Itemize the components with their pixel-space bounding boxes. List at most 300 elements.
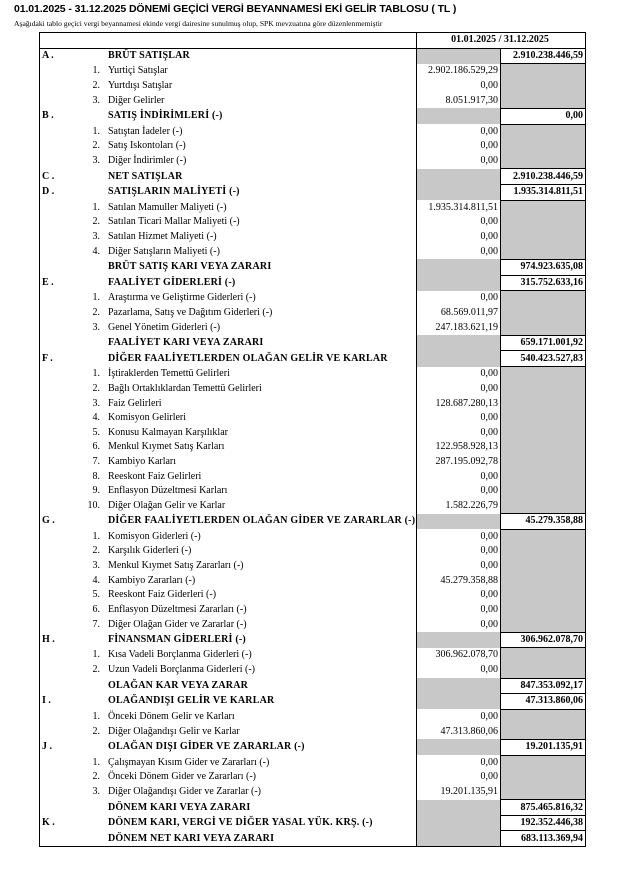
item-value: 0,00 bbox=[417, 215, 501, 230]
item-number: 2. bbox=[92, 545, 100, 557]
section-letter bbox=[40, 709, 79, 724]
section-letter bbox=[40, 440, 79, 455]
section-letter bbox=[40, 831, 79, 847]
total-cell-empty bbox=[501, 230, 586, 245]
total-cell-empty bbox=[501, 382, 586, 397]
row-label: DİĞER FAALİYETLERDEN OLAĞAN GELİR VE KARLAR bbox=[104, 351, 417, 367]
section-letter bbox=[40, 648, 79, 663]
item-number: 1. bbox=[92, 710, 100, 722]
section-letter bbox=[40, 230, 79, 245]
detail-row bbox=[40, 484, 586, 499]
section-total: 659.171.001,92 bbox=[501, 335, 586, 351]
detail-row bbox=[40, 411, 586, 426]
value-cell-empty bbox=[417, 48, 501, 64]
item-number bbox=[78, 335, 104, 351]
total-cell-empty bbox=[501, 64, 586, 79]
row-label: Komisyon Giderleri (-) bbox=[104, 529, 417, 544]
summary-row bbox=[40, 815, 586, 831]
item-number bbox=[78, 351, 104, 367]
item-number bbox=[78, 48, 104, 64]
summary-row bbox=[40, 831, 586, 847]
item-number: 2. bbox=[92, 725, 100, 737]
row-label: OLAĞAN DIŞI GİDER VE ZARARLAR (-) bbox=[104, 739, 417, 755]
item-number: 2. bbox=[92, 382, 100, 394]
section-total: 306.962.078,70 bbox=[501, 632, 586, 648]
item-number: 4. bbox=[92, 412, 100, 424]
summary-row bbox=[40, 632, 586, 648]
section-total: 847.353.092,17 bbox=[501, 678, 586, 694]
item-value: 0,00 bbox=[417, 770, 501, 785]
row-label: Komisyon Gelirleri bbox=[104, 411, 417, 426]
section-letter: I . bbox=[40, 694, 79, 710]
row-label: Kambiyo Karları bbox=[104, 455, 417, 470]
row-label: Uzun Vadeli Borçlanma Giderleri (-) bbox=[104, 663, 417, 678]
row-label: Araştırma ve Geliştirme Giderleri (-) bbox=[104, 291, 417, 306]
total-cell-empty bbox=[501, 724, 586, 739]
summary-row bbox=[40, 678, 586, 694]
row-label: SATIŞ İNDİRİMLERİ (-) bbox=[104, 108, 417, 124]
detail-row bbox=[40, 469, 586, 484]
row-label: BRÜT SATIŞ KARI VEYA ZARARI bbox=[104, 259, 417, 275]
total-cell-empty bbox=[501, 124, 586, 139]
item-number bbox=[78, 275, 104, 291]
section-letter bbox=[40, 259, 79, 275]
total-cell-empty bbox=[501, 306, 586, 321]
summary-row bbox=[40, 335, 586, 351]
row-label: Reeskont Faiz Gelirleri bbox=[104, 469, 417, 484]
total-cell-empty bbox=[501, 770, 586, 785]
item-number: 1. bbox=[92, 201, 100, 213]
total-cell-empty bbox=[501, 648, 586, 663]
item-number: 1. bbox=[92, 292, 100, 304]
item-number: 2. bbox=[92, 664, 100, 676]
item-number bbox=[78, 169, 104, 185]
section-letter bbox=[40, 800, 79, 816]
row-label: Önceki Dönem Gelir ve Karları bbox=[104, 709, 417, 724]
section-total: 540.423.527,83 bbox=[501, 351, 586, 367]
page-title: 01.01.2025 - 31.12.2025 DÖNEMİ GEÇİCİ VERGİ BEYANNAMESİ EKİ GELİR TABLOSU ( TL ) bbox=[14, 3, 457, 15]
section-letter bbox=[40, 139, 79, 154]
detail-row bbox=[40, 64, 586, 79]
row-label: Satılan Hizmet Maliyeti (-) bbox=[104, 230, 417, 245]
row-label: Diğer Olağandışı Gider ve Zararlar (-) bbox=[104, 785, 417, 800]
total-cell-empty bbox=[501, 617, 586, 632]
section-letter bbox=[40, 335, 79, 351]
summary-row bbox=[40, 275, 586, 291]
section-letter bbox=[40, 484, 79, 499]
item-number: 1. bbox=[92, 65, 100, 77]
total-cell-empty bbox=[501, 603, 586, 618]
section-letter bbox=[40, 770, 79, 785]
item-number bbox=[78, 184, 104, 200]
total-cell-empty bbox=[501, 79, 586, 94]
item-number: 3. bbox=[92, 231, 100, 243]
value-cell-empty bbox=[417, 800, 501, 816]
row-label: Diğer Olağandışı Gelir ve Karlar bbox=[104, 724, 417, 739]
detail-row bbox=[40, 306, 586, 321]
row-label: Enflasyon Düzeltmesi Zararları (-) bbox=[104, 603, 417, 618]
row-label: Satış Iskontoları (-) bbox=[104, 139, 417, 154]
row-label: Satıştan İadeler (-) bbox=[104, 124, 417, 139]
section-letter bbox=[40, 64, 79, 79]
detail-row bbox=[40, 709, 586, 724]
header-blank-cell bbox=[78, 33, 104, 49]
item-value: 0,00 bbox=[417, 244, 501, 259]
value-cell-empty bbox=[417, 259, 501, 275]
row-label: DÖNEM KARI VEYA ZARARI bbox=[104, 800, 417, 816]
item-value: 19.201.135,91 bbox=[417, 785, 501, 800]
section-letter bbox=[40, 291, 79, 306]
total-cell-empty bbox=[501, 559, 586, 574]
value-cell-empty bbox=[417, 678, 501, 694]
item-number: 9. bbox=[92, 485, 100, 497]
total-cell-empty bbox=[501, 411, 586, 426]
detail-row bbox=[40, 440, 586, 455]
item-value: 0,00 bbox=[417, 559, 501, 574]
item-value: 247.183.621,19 bbox=[417, 320, 501, 335]
total-cell-empty bbox=[501, 215, 586, 230]
item-number: 3. bbox=[92, 786, 100, 798]
summary-row bbox=[40, 351, 586, 367]
section-letter bbox=[40, 455, 79, 470]
section-letter bbox=[40, 544, 79, 559]
row-label: Faiz Gelirleri bbox=[104, 396, 417, 411]
detail-row bbox=[40, 559, 586, 574]
section-letter: C . bbox=[40, 169, 79, 185]
detail-row bbox=[40, 139, 586, 154]
row-label: Yurtdışı Satışlar bbox=[104, 79, 417, 94]
item-number: 5. bbox=[92, 589, 100, 601]
total-cell-empty bbox=[501, 663, 586, 678]
section-total: 683.113.369,94 bbox=[501, 831, 586, 847]
item-value: 0,00 bbox=[417, 529, 501, 544]
section-letter bbox=[40, 411, 79, 426]
item-value: 0,00 bbox=[417, 124, 501, 139]
item-number: 3. bbox=[92, 155, 100, 167]
section-letter bbox=[40, 306, 79, 321]
summary-row bbox=[40, 514, 586, 530]
row-label: Bağlı Ortaklıklardan Temettü Gelirleri bbox=[104, 382, 417, 397]
row-label: Yurtiçi Satışlar bbox=[104, 64, 417, 79]
item-value: 0,00 bbox=[417, 755, 501, 770]
section-total: 45.279.358,88 bbox=[501, 514, 586, 530]
item-number: 3. bbox=[92, 560, 100, 572]
item-value: 0,00 bbox=[417, 709, 501, 724]
total-cell-empty bbox=[501, 139, 586, 154]
row-label: OLAĞANDIŞI GELİR VE KARLAR bbox=[104, 694, 417, 710]
total-cell-empty bbox=[501, 425, 586, 440]
row-label: FİNANSMAN GİDERLERİ (-) bbox=[104, 632, 417, 648]
detail-row bbox=[40, 455, 586, 470]
section-letter bbox=[40, 588, 79, 603]
item-number: 4. bbox=[92, 574, 100, 586]
detail-row bbox=[40, 648, 586, 663]
value-cell-empty bbox=[417, 694, 501, 710]
section-letter: H . bbox=[40, 632, 79, 648]
detail-row bbox=[40, 154, 586, 169]
value-cell-empty bbox=[417, 351, 501, 367]
item-value: 1.582.226,79 bbox=[417, 498, 501, 513]
item-value: 0,00 bbox=[417, 603, 501, 618]
item-value: 0,00 bbox=[417, 367, 501, 382]
section-letter bbox=[40, 678, 79, 694]
item-value: 68.569.011,97 bbox=[417, 306, 501, 321]
income-statement-table bbox=[39, 32, 586, 847]
section-total: 315.752.633,16 bbox=[501, 275, 586, 291]
item-number bbox=[78, 800, 104, 816]
item-number: 2. bbox=[92, 140, 100, 152]
section-letter bbox=[40, 603, 79, 618]
item-number: 1. bbox=[92, 125, 100, 137]
summary-row bbox=[40, 739, 586, 755]
section-letter bbox=[40, 154, 79, 169]
section-letter: B . bbox=[40, 108, 79, 124]
summary-row bbox=[40, 800, 586, 816]
item-value: 0,00 bbox=[417, 79, 501, 94]
section-letter bbox=[40, 469, 79, 484]
total-cell-empty bbox=[501, 544, 586, 559]
detail-row bbox=[40, 93, 586, 108]
total-cell-empty bbox=[501, 291, 586, 306]
item-value: 0,00 bbox=[417, 291, 501, 306]
detail-row bbox=[40, 230, 586, 245]
section-letter bbox=[40, 617, 79, 632]
row-label: DÖNEM NET KARI VEYA ZARARI bbox=[104, 831, 417, 847]
item-value: 0,00 bbox=[417, 663, 501, 678]
summary-row bbox=[40, 169, 586, 185]
item-number bbox=[78, 831, 104, 847]
item-number bbox=[78, 678, 104, 694]
item-number: 8. bbox=[92, 470, 100, 482]
total-cell-empty bbox=[501, 93, 586, 108]
detail-row bbox=[40, 244, 586, 259]
item-number: 6. bbox=[92, 603, 100, 615]
value-cell-empty bbox=[417, 275, 501, 291]
page-subtitle: Aşağıdaki tablo geçici vergi beyannamesi ekinde vergi dairesine sunulmuş olup, SPK mevzuatına göre düzenlenmemiştir bbox=[14, 19, 383, 28]
item-value: 0,00 bbox=[417, 154, 501, 169]
value-cell-empty bbox=[417, 831, 501, 847]
detail-row bbox=[40, 124, 586, 139]
item-number: 5. bbox=[92, 426, 100, 438]
value-cell-empty bbox=[417, 739, 501, 755]
row-label: SATIŞLARIN MALİYETİ (-) bbox=[104, 184, 417, 200]
section-letter bbox=[40, 559, 79, 574]
item-value: 0,00 bbox=[417, 382, 501, 397]
value-cell-empty bbox=[417, 184, 501, 200]
section-letter: E . bbox=[40, 275, 79, 291]
section-letter bbox=[40, 724, 79, 739]
total-cell-empty bbox=[501, 709, 586, 724]
period-header: 01.01.2025 / 31.12.2025 bbox=[417, 33, 586, 49]
item-number: 7. bbox=[92, 455, 100, 467]
item-value: 0,00 bbox=[417, 617, 501, 632]
item-number: 7. bbox=[92, 618, 100, 630]
row-label: Enflasyon Düzeltmesi Karları bbox=[104, 484, 417, 499]
row-label: İştiraklerden Temettü Gelirleri bbox=[104, 367, 417, 382]
summary-row bbox=[40, 694, 586, 710]
item-value: 0,00 bbox=[417, 469, 501, 484]
item-value: 45.279.358,88 bbox=[417, 573, 501, 588]
value-cell-empty bbox=[417, 815, 501, 831]
summary-row bbox=[40, 108, 586, 124]
item-value: 0,00 bbox=[417, 411, 501, 426]
section-letter bbox=[40, 498, 79, 513]
row-label: Diğer Gelirler bbox=[104, 93, 417, 108]
total-cell-empty bbox=[501, 244, 586, 259]
row-label: DÖNEM KARI, VERGİ VE DİĞER YASAL YÜK. KRŞ. (-) bbox=[104, 815, 417, 831]
total-cell-empty bbox=[501, 455, 586, 470]
detail-row bbox=[40, 367, 586, 382]
total-cell-empty bbox=[501, 573, 586, 588]
row-label: DİĞER FAALİYETLERDEN OLAĞAN GİDER VE ZARARLAR (-) bbox=[104, 514, 417, 530]
row-label: FAALİYET KARI VEYA ZARARI bbox=[104, 335, 417, 351]
row-label: OLAĞAN KAR VEYA ZARAR bbox=[104, 678, 417, 694]
total-cell-empty bbox=[501, 440, 586, 455]
section-letter bbox=[40, 573, 79, 588]
total-cell-empty bbox=[501, 396, 586, 411]
detail-row bbox=[40, 785, 586, 800]
section-total: 2.910.238.446,59 bbox=[501, 48, 586, 64]
section-letter bbox=[40, 663, 79, 678]
section-total: 19.201.135,91 bbox=[501, 739, 586, 755]
item-number: 4. bbox=[92, 245, 100, 257]
item-number bbox=[78, 259, 104, 275]
detail-row bbox=[40, 588, 586, 603]
section-letter bbox=[40, 382, 79, 397]
total-cell-empty bbox=[501, 469, 586, 484]
detail-row bbox=[40, 498, 586, 513]
item-number: 2. bbox=[92, 306, 100, 318]
value-cell-empty bbox=[417, 514, 501, 530]
summary-row bbox=[40, 48, 586, 64]
section-letter: F . bbox=[40, 351, 79, 367]
section-letter bbox=[40, 320, 79, 335]
total-cell-empty bbox=[501, 588, 586, 603]
section-letter bbox=[40, 244, 79, 259]
item-value: 1.935.314.811,51 bbox=[417, 200, 501, 215]
total-cell-empty bbox=[501, 320, 586, 335]
section-letter bbox=[40, 215, 79, 230]
detail-row bbox=[40, 573, 586, 588]
section-letter: A . bbox=[40, 48, 79, 64]
item-value: 0,00 bbox=[417, 425, 501, 440]
detail-row bbox=[40, 382, 586, 397]
total-cell-empty bbox=[501, 755, 586, 770]
item-number: 3. bbox=[92, 94, 100, 106]
row-label: Menkul Kıymet Satış Zararları (-) bbox=[104, 559, 417, 574]
item-value: 0,00 bbox=[417, 139, 501, 154]
item-number: 10. bbox=[87, 499, 100, 511]
row-label: Pazarlama, Satış ve Dağıtım Giderleri (-) bbox=[104, 306, 417, 321]
row-label: Diğer Satışların Maliyeti (-) bbox=[104, 244, 417, 259]
row-label: Çalışmayan Kısım Gider ve Zararları (-) bbox=[104, 755, 417, 770]
value-cell-empty bbox=[417, 108, 501, 124]
summary-row bbox=[40, 184, 586, 200]
item-number: 1. bbox=[92, 649, 100, 661]
item-number: 1. bbox=[92, 756, 100, 768]
section-total: 1.935.314.811,51 bbox=[501, 184, 586, 200]
detail-row bbox=[40, 425, 586, 440]
item-number: 1. bbox=[92, 530, 100, 542]
total-cell-empty bbox=[501, 785, 586, 800]
item-value: 128.687.280,13 bbox=[417, 396, 501, 411]
item-number bbox=[78, 514, 104, 530]
section-letter bbox=[40, 124, 79, 139]
row-label: Önceki Dönem Gider ve Zararları (-) bbox=[104, 770, 417, 785]
item-value: 306.962.078,70 bbox=[417, 648, 501, 663]
section-total: 192.352.446,38 bbox=[501, 815, 586, 831]
item-number: 2. bbox=[92, 216, 100, 228]
header-blank-cell bbox=[40, 33, 79, 49]
value-cell-empty bbox=[417, 632, 501, 648]
row-label: Satılan Mamuller Maliyeti (-) bbox=[104, 200, 417, 215]
detail-row bbox=[40, 755, 586, 770]
detail-row bbox=[40, 544, 586, 559]
detail-row bbox=[40, 396, 586, 411]
section-letter bbox=[40, 396, 79, 411]
row-label: Kambiyo Zararları (-) bbox=[104, 573, 417, 588]
section-letter bbox=[40, 200, 79, 215]
item-value: 287.195.092,78 bbox=[417, 455, 501, 470]
section-letter bbox=[40, 425, 79, 440]
section-letter: D . bbox=[40, 184, 79, 200]
item-value: 0,00 bbox=[417, 588, 501, 603]
section-total: 974.923.635,08 bbox=[501, 259, 586, 275]
row-label: FAALİYET GİDERLERİ (-) bbox=[104, 275, 417, 291]
detail-row bbox=[40, 215, 586, 230]
value-cell-empty bbox=[417, 335, 501, 351]
row-label: Diğer İndirimler (-) bbox=[104, 154, 417, 169]
detail-row bbox=[40, 200, 586, 215]
row-label: Genel Yönetim Giderleri (-) bbox=[104, 320, 417, 335]
section-total: 875.465.816,32 bbox=[501, 800, 586, 816]
section-letter bbox=[40, 529, 79, 544]
item-value: 2.902.186.529,29 bbox=[417, 64, 501, 79]
row-label: Karşılık Giderleri (-) bbox=[104, 544, 417, 559]
detail-row bbox=[40, 663, 586, 678]
summary-row bbox=[40, 259, 586, 275]
item-number: 3. bbox=[92, 321, 100, 333]
row-label: BRÜT SATIŞLAR bbox=[104, 48, 417, 64]
section-letter: K . bbox=[40, 815, 79, 831]
row-label: Konusu Kalmayan Karşılıklar bbox=[104, 425, 417, 440]
detail-row bbox=[40, 724, 586, 739]
detail-row bbox=[40, 603, 586, 618]
section-letter: J . bbox=[40, 739, 79, 755]
row-label: Satılan Ticari Mallar Maliyeti (-) bbox=[104, 215, 417, 230]
detail-row bbox=[40, 79, 586, 94]
item-value: 0,00 bbox=[417, 544, 501, 559]
total-cell-empty bbox=[501, 484, 586, 499]
section-total: 0,00 bbox=[501, 108, 586, 124]
item-number: 2. bbox=[92, 80, 100, 92]
section-total: 2.910.238.446,59 bbox=[501, 169, 586, 185]
item-value: 8.051.917,30 bbox=[417, 93, 501, 108]
item-value: 0,00 bbox=[417, 484, 501, 499]
detail-row bbox=[40, 320, 586, 335]
row-label: Diğer Olağan Gider ve Zararlar (-) bbox=[104, 617, 417, 632]
total-cell-empty bbox=[501, 367, 586, 382]
value-cell-empty bbox=[417, 169, 501, 185]
section-letter bbox=[40, 367, 79, 382]
section-letter: G . bbox=[40, 514, 79, 530]
item-value: 122.958.928,13 bbox=[417, 440, 501, 455]
row-label: Diğer Olağan Gelir ve Karlar bbox=[104, 498, 417, 513]
table-header-row bbox=[40, 33, 586, 49]
total-cell-empty bbox=[501, 200, 586, 215]
section-letter bbox=[40, 755, 79, 770]
detail-row bbox=[40, 529, 586, 544]
